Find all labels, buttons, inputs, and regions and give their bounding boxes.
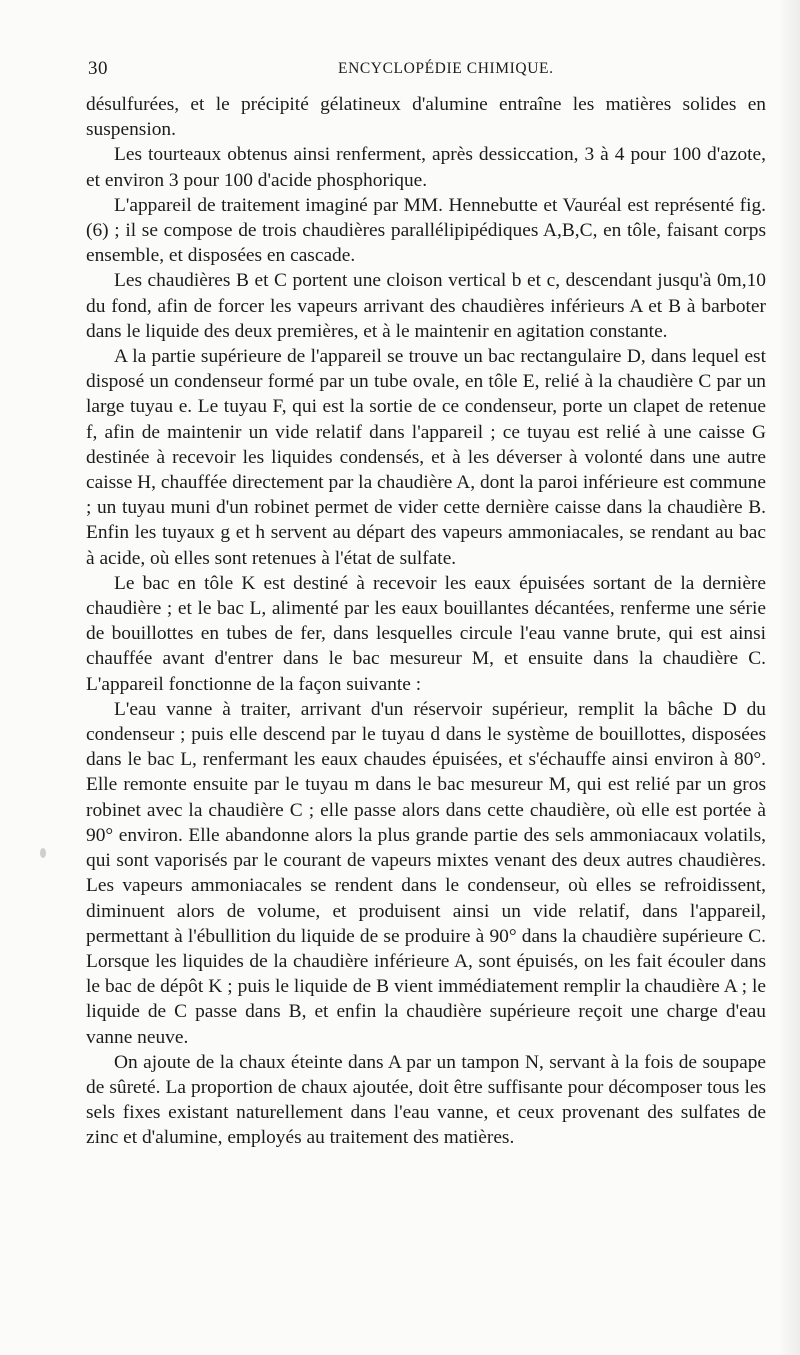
- paragraph: On ajoute de la chaux éteinte dans A par un tampon N, servant à la fois de soupape de sûreté. La proportion de chaux ajoutée, doit être suffisante pour décomposer tous les sels fixes existant naturellement dans l'eau vanne, et ceux provenant des sulfates de zinc et d'alumine, employés au traitement des matières.: [86, 1051, 766, 1149]
- body-text: [86, 92, 766, 1151]
- page-edge-shadow: [778, 0, 800, 1355]
- paragraph: Le bac en tôle K est destiné à recevoir les eaux épuisées sortant de la dernière chaudière ; et le bac L, alimenté par les eaux bouillantes décantées, renferme une série de bouillottes en tubes de fer, dans lesquelles circule l'eau vanne brute, qui est ainsi chauffée avant d'entrer dans le bac mesureur M, et ensuite dans la chaudière C. L'appareil fonctionne de la façon suivante :: [86, 572, 766, 695]
- paragraph: désulfurées, et le précipité gélatineux d'alumine entraîne les matières solides en suspension.: [86, 94, 766, 141]
- paragraph: L'appareil de traitement imaginé par MM. Hennebutte et Vauréal est représenté fig. (6) ; il se compose de trois chaudières parallélipipédiques A,B,C, en tôle, faisant corps ensemble, et disposées en cascade.: [86, 194, 766, 267]
- paragraph: L'eau vanne à traiter, arrivant d'un réservoir supérieur, remplit la bâche D du condenseur ; puis elle descend par le tuyau d dans le système de bouillottes, disposées dans le bac L, renfermant les eaux chaudes épuisées, et s'échauffe ainsi environ à 80°. Elle remonte ensuite par le tuyau m dans le bac mesureur M, qui est relié par un gros robinet avec la chaudière C ; elle passe alors dans cette chaudière, où elle est portée à 90° environ. Elle abandonne alors la plus grande partie des sels ammoniacaux volatils, qui sont vaporisés par le courant de vapeurs mixtes venant des deux autres chaudières. Les vapeurs ammoniacales se rendent dans le condenseur, où elles se refroidissent, diminuent alors de volume, et produisent ainsi un vide relatif, dans l'appareil, permettant à l'ébullition du liquide de se produire à 90° dans la chaudière supérieure C. Lorsque les liquides de la chaudière inférieure A, sont épuisés, on les fait écouler dans le bac de dépôt K ; puis le liquide de B vient immédiatement remplir la chaudière A ; le liquide de C passe dans B, et enfin la chaudière supérieure reçoit une charge d'eau vanne neuve.: [86, 698, 766, 1048]
- page-number: 30: [88, 58, 108, 79]
- paper-speck: [40, 848, 46, 858]
- paragraph: Les tourteaux obtenus ainsi renferment, après dessiccation, 3 à 4 pour 100 d'azote, et environ 3 pour 100 d'acide phosphorique.: [86, 144, 766, 191]
- running-head: [88, 58, 768, 84]
- running-title: ENCYCLOPÉDIE CHIMIQUE.: [338, 60, 554, 77]
- paragraph: Les chaudières B et C portent une cloison vertical b et c, descendant jusqu'à 0m,10 du fond, afin de forcer les vapeurs arrivant des chaudières inférieurs A et B à barboter dans le liquide des deux premières, et à le maintenir en agitation constante.: [86, 270, 766, 342]
- paragraph: A la partie supérieure de l'appareil se trouve un bac rectangulaire D, dans lequel est disposé un condenseur formé par un tube ovale, en tôle E, relié à la chaudière C par un large tuyau e. Le tuyau F, qui est la sortie de ce condenseur, porte un clapet de retenue f, afin de maintenir un vide relatif dans l'appareil ; ce tuyau est relié à une caisse G destinée à recevoir les liquides condensés, et à les déverser à volonté dans une autre caisse H, chauffée directement par la chaudière A, dont la paroi inférieure est commune ; un tuyau muni d'un robinet permet de vider cette dernière caisse dans la chaudière B. Enfin les tuyaux g et h servent au départ des vapeurs ammoniacales, se rendant au bac à acide, où elles sont retenues à l'état de sulfate.: [86, 346, 766, 569]
